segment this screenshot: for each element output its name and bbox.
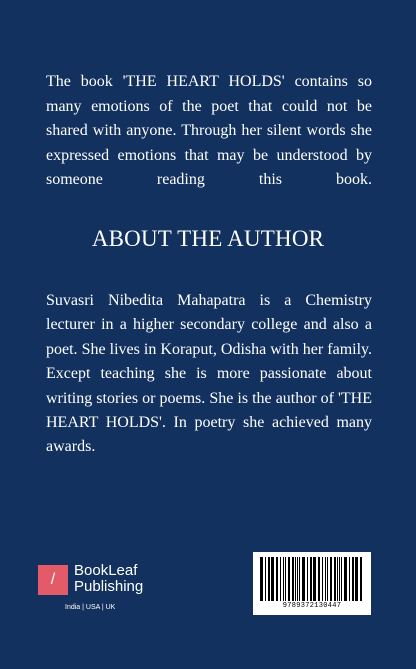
barcode-bar: [280, 557, 281, 601]
author-bio: Suvasri Nibedita Mahapatra is a Chemistry lecturer in a higher secondary college and also a poet. She lives in Koraput, Odisha with her family. Except teaching she is more passionate about writing stories or poems. She is the author of 'THE HEART HOLDS'. In poetry she achieved many awards.: [46, 292, 372, 456]
barcode-bar: [299, 557, 300, 601]
barcode-bar: [297, 557, 298, 601]
barcode-bar: [283, 557, 284, 601]
barcode-bar: [337, 557, 338, 601]
isbn-number: 9789372130447: [282, 602, 342, 610]
publisher-regions: India | USA | UK: [65, 604, 116, 611]
publisher-name: BookLeaf Publishing: [74, 562, 144, 595]
barcode-bar: [355, 557, 358, 601]
barcode-bar: [285, 557, 286, 601]
barcode-bar: [288, 557, 290, 601]
barcode-bar: [325, 557, 326, 601]
barcode-bar: [271, 557, 274, 601]
barcode-bar: [344, 557, 347, 601]
barcode-bar: [339, 557, 340, 601]
barcode-bars: [258, 557, 366, 601]
publisher-logo: [38, 563, 188, 613]
barcode-bar: [322, 557, 323, 601]
bookleaf-logo-icon: /: [38, 565, 68, 595]
barcode-bar: [265, 557, 266, 601]
book-blurb: The book 'THE HEART HOLDS' contains so many emotions of the poet that could not be shared with anyone. Through her silent words she expressed emotions that may be understood by someone reading this book.: [46, 73, 372, 188]
barcode-bar: [330, 557, 332, 601]
barcode-bar: [318, 557, 320, 601]
barcode-bar: [307, 557, 308, 601]
barcode-bar: [360, 557, 362, 601]
isbn-barcode: [253, 552, 371, 615]
barcode-bar: [310, 557, 312, 601]
barcode-bar: [327, 557, 328, 601]
barcode-bar: [276, 557, 278, 601]
barcode-bar: [302, 557, 305, 601]
barcode-bar: [349, 557, 350, 601]
barcode-bar: [334, 557, 336, 601]
barcode-bar: [341, 557, 342, 601]
barcode-bar: [295, 557, 296, 601]
barcode-bar: [313, 557, 316, 601]
barcode-bar: [260, 557, 263, 601]
barcode-bar: [268, 557, 270, 601]
barcode-bar: [352, 557, 354, 601]
barcode-bar: [292, 557, 294, 601]
about-author-heading: ABOUT THE AUTHOR: [91, 226, 325, 251]
